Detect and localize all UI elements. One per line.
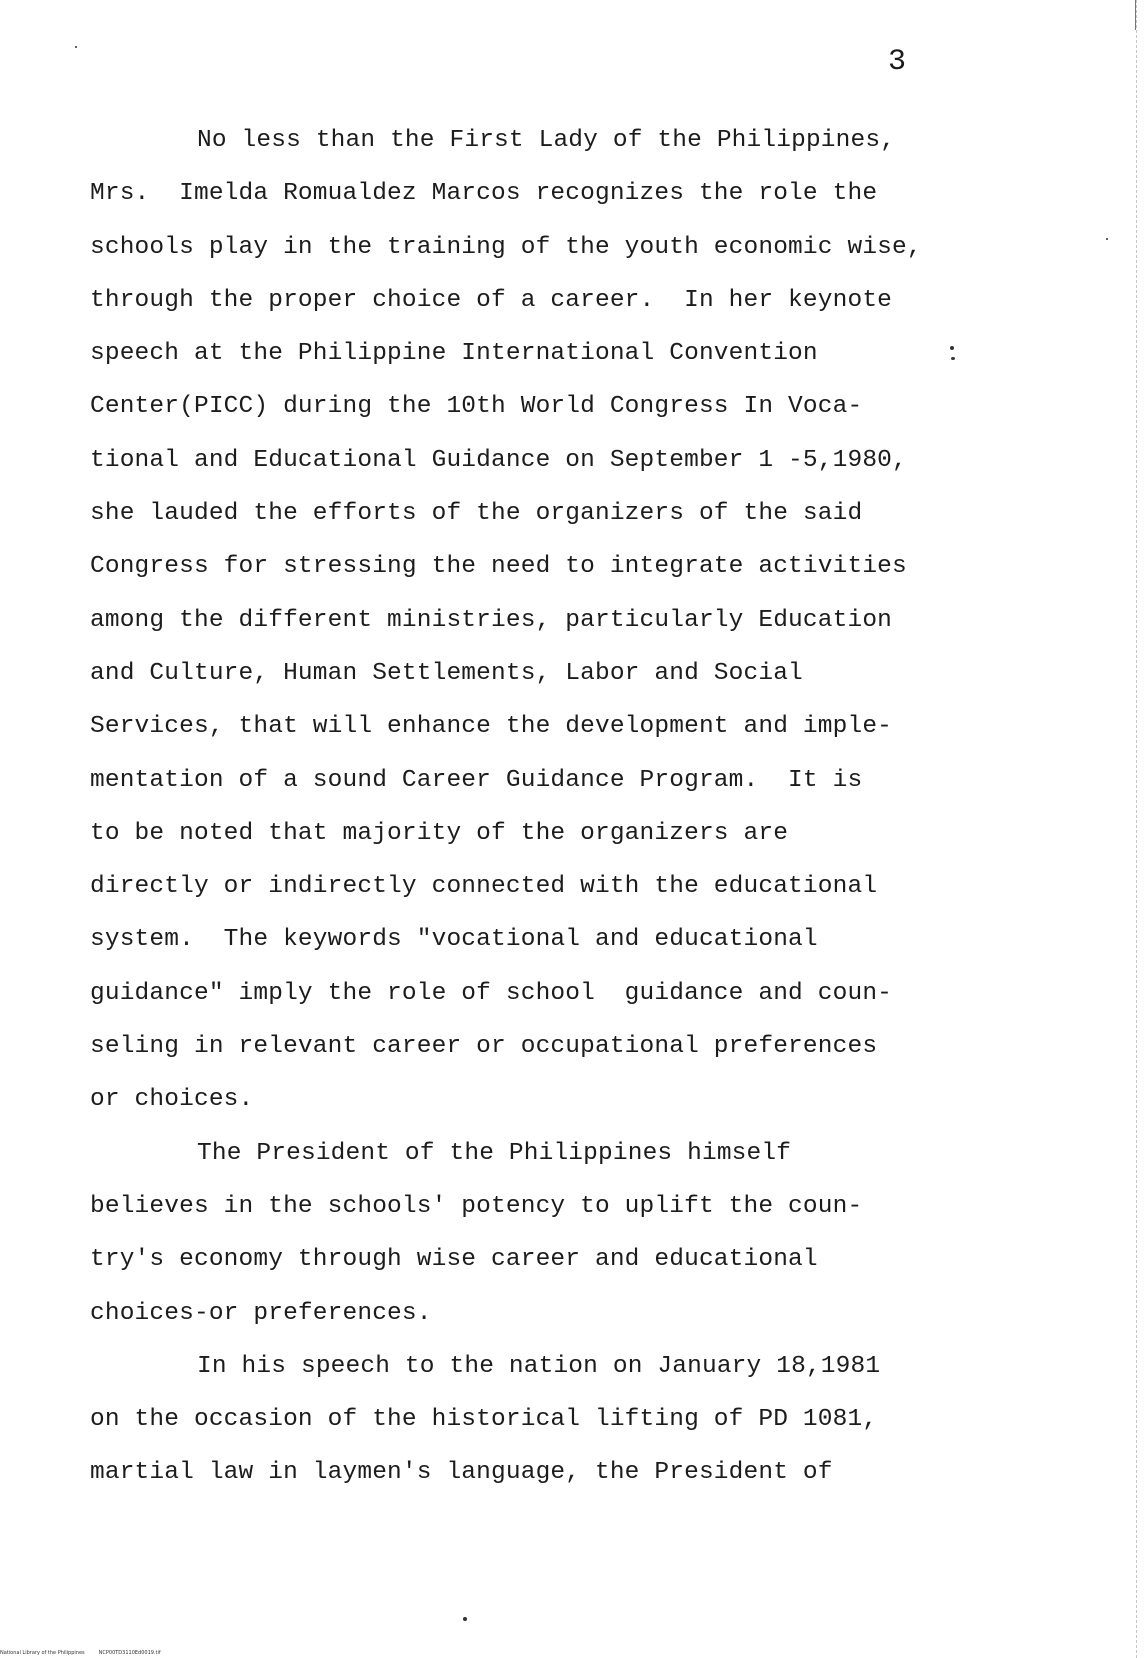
text-line: believes in the schools' potency to uplift the coun- [90,1192,863,1220]
text-line: and Culture, Human Settlements, Labor and Social [90,659,803,687]
text-line: Congress for stressing the need to integrate activities [90,553,907,581]
text-line: on the occasion of the historical lifting of PD 1081, [90,1406,878,1434]
text-line: through the proper choice of a career. In her keynote [90,286,893,314]
text-line: seling in relevant career or occupational preferences [90,1033,878,1061]
scan-speck [75,46,77,48]
scan-speck [1106,238,1108,240]
text-line: tional and Educational Guidance on September 1 -5,1980, [90,446,907,474]
text-line: or choices. [90,1086,254,1114]
text-line: try's economy through wise career and educational [90,1246,818,1274]
text-line: guidance" imply the role of school guidance and coun- [90,979,893,1007]
text-line: Center(PICC) during the 10th World Congress In Voca- [90,393,863,421]
archive-institution: National Library of the Philippines [0,1650,85,1656]
text-line: The President of the Philippines himself [197,1139,792,1167]
archive-footer [0,1650,175,1656]
text-line: directly or indirectly connected with the educational [90,873,878,901]
scan-speck [951,357,955,360]
text-line: In his speech to the nation on January 18,1981 [197,1352,881,1380]
text-line: mentation of a sound Career Guidance Program. It is [90,766,863,794]
typed-body-text [90,114,1050,1500]
archive-file-id: NCP00TD3110Ed0019.tif [98,1650,161,1656]
text-line: choices-or preferences. [90,1299,432,1327]
text-line: Services, that will enhance the development and imple- [90,713,893,741]
scan-speck [950,346,954,350]
scan-speck [463,1617,467,1621]
text-line: to be noted that majority of the organizers are [90,819,789,847]
text-line: martial law in laymen's language, the President of [90,1459,833,1487]
scan-edge-line [1136,0,1138,1658]
text-line: schools play in the training of the youth economic wise, [90,233,922,261]
text-line: among the different ministries, particularly Education [90,606,893,634]
page-number: 3 [888,45,907,79]
text-line: system. The keywords "vocational and educational [90,926,818,954]
text-line: No less than the First Lady of the Philippines, [197,127,896,154]
text-line: Mrs. Imelda Romualdez Marcos recognizes the role the [90,180,878,208]
text-line: speech at the Philippine International Convention [90,340,818,368]
text-line: she lauded the efforts of the organizers of the said [90,500,863,528]
